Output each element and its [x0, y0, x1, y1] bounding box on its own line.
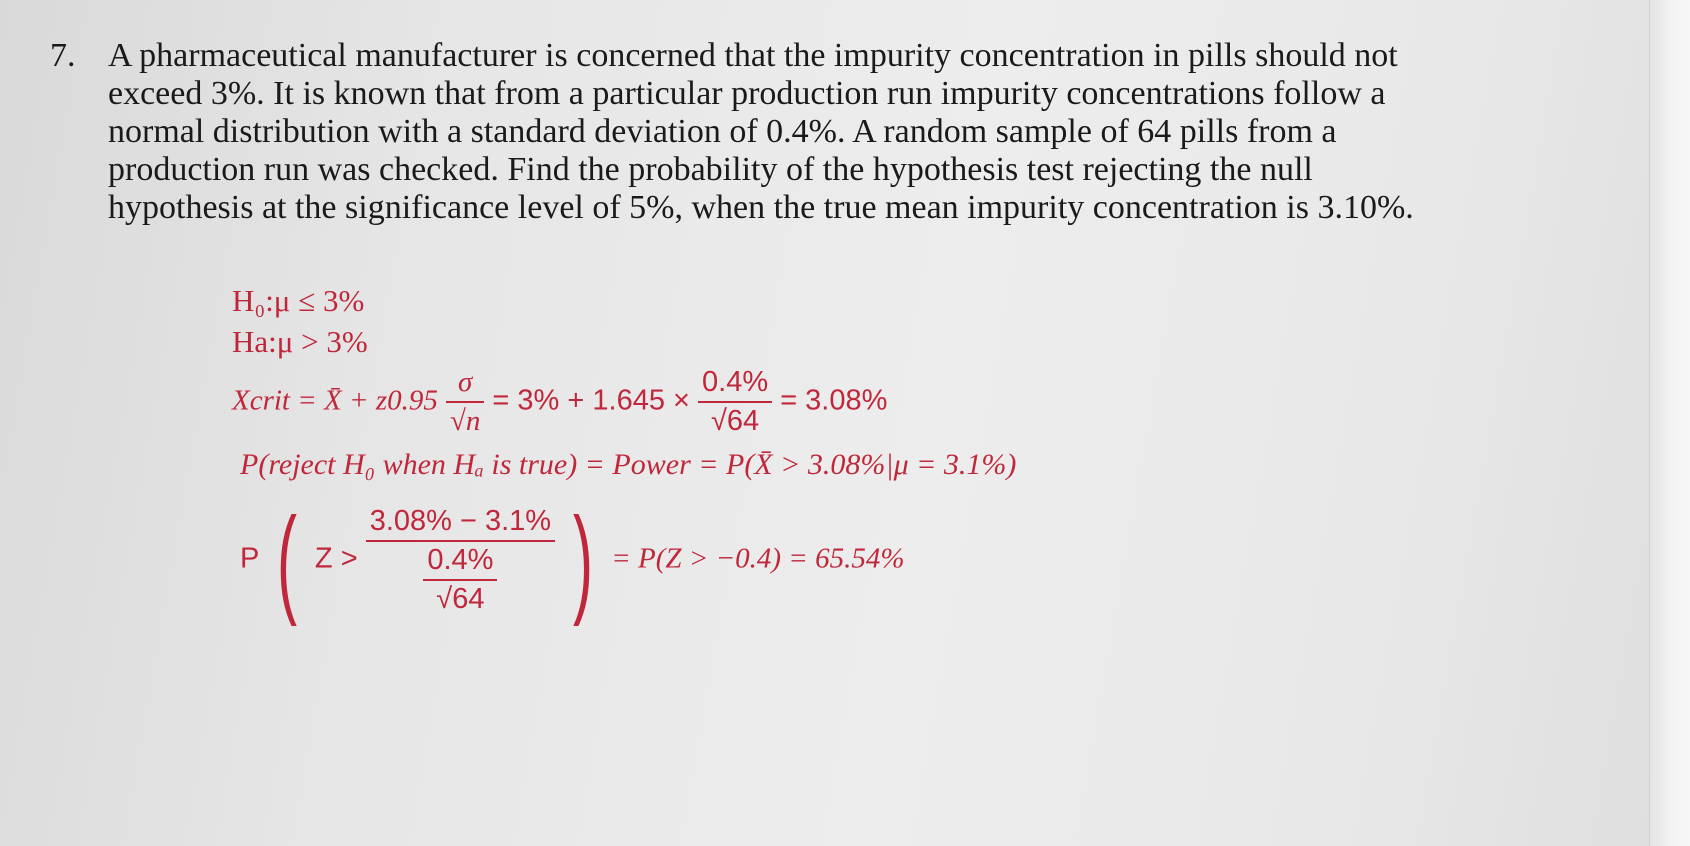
se-numerator: 0.4% [427, 543, 494, 576]
se-fraction [423, 544, 497, 616]
p-symbol: P [240, 542, 259, 575]
right-paren: ) [573, 493, 594, 627]
sigma-over-sqrt-n [446, 366, 484, 438]
alternative-hypothesis: Ha:μ > 3% [232, 324, 368, 359]
problem-line: hypothesis at the significance level of 5%, when the true mean impurity concentration is 3.10%. [108, 189, 1414, 226]
null-hypothesis: H₀:μ ≤ 3% [232, 283, 365, 318]
xcrit-result: = 3.08% [780, 384, 888, 417]
xcrit-mid: = 3% + 1.645 × [492, 384, 690, 417]
xcrit-lhs: Xcrit = X̄ + z0.95 [232, 384, 438, 417]
sqrt-n: √n [446, 401, 484, 438]
z-numerator: 3.08% − 3.1% [369, 504, 552, 537]
problem-line: A pharmaceutical manufacturer is concerned that the impurity concentration in pills should not [108, 37, 1398, 74]
z-gt: Z > [314, 542, 358, 575]
critical-value-equation [232, 366, 887, 438]
problem-number: 7. [50, 37, 76, 74]
problem-line: normal distribution with a standard deviation of 0.4%. A random sample of 64 pills from a [108, 113, 1337, 150]
se-denominator: √64 [423, 579, 497, 616]
sigma: σ [457, 366, 473, 398]
z-denominator [366, 540, 555, 616]
sd-over-sqrt64 [698, 366, 772, 438]
z-score-fraction [366, 505, 555, 616]
left-paren: ( [276, 493, 297, 627]
z-result: = P(Z > −0.4) = 65.54% [611, 542, 905, 575]
sqrt64-denominator: √64 [698, 401, 772, 438]
problem-line: exceed 3%. It is known that from a particular production run impurity concentrations follow a [108, 75, 1386, 112]
sd-numerator: 0.4% [702, 366, 769, 398]
problem-line: production run was checked. Find the probability of the hypothesis test rejecting the null [108, 151, 1313, 188]
power-statement: P(reject H₀ when Hₐ is true) = Power = P(X̄ > 3.08%|μ = 3.1%) [240, 448, 1017, 481]
z-probability-equation [240, 493, 905, 627]
page-edge [1649, 0, 1690, 846]
